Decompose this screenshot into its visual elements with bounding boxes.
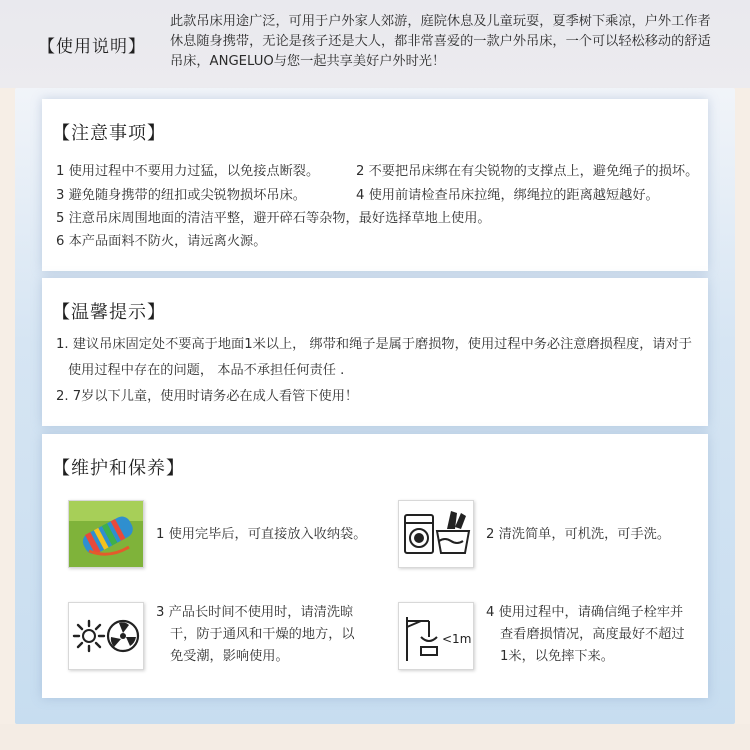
- notice-section: [42, 99, 708, 271]
- intro-title: 【使用说明】: [38, 37, 146, 57]
- sun-dry-icon: [68, 602, 144, 670]
- care-section: [42, 434, 708, 698]
- intro-text: [170, 12, 730, 72]
- care-item-3: [156, 602, 355, 668]
- tips-line: 1. 建议吊床固定处不要高于地面1米以上， 绑带和绳子是属于磨损物，使用过程中务必注意磨损程度，请对于: [56, 337, 692, 352]
- notice-item: 3 避免随身携带的纽扣或尖锐物损坏吊床。: [56, 188, 306, 203]
- storage-bag-icon: [68, 500, 144, 568]
- care-item-3-line: 免受潮，影响使用。: [170, 649, 289, 664]
- notice-item: 6 本产品面料不防火，请远离火源。: [56, 234, 267, 249]
- tips-line: 2. 7岁以下儿童，使用时请务必在成人看管下使用！: [56, 389, 359, 404]
- care-item-4-line: 查看磨损情况，高度最好不超过: [500, 627, 685, 642]
- intro-line: 休息随身携带，无论是孩子还是大人，都非常喜爱的一款户外吊床，一个可以轻松移动的舒适: [170, 34, 711, 49]
- tips-line: 使用过程中存在的问题， 本品不承担任何责任 .: [68, 363, 345, 378]
- tips-section: [42, 278, 708, 426]
- notice-item: 2 不要把吊床绑在有尖锐物的支撑点上，避免绳子的损坏。: [356, 164, 699, 179]
- care-item-3-line: 3 产品长时间不使用时，请清洗晾: [156, 605, 354, 620]
- intro-line: 吊床，ANGELUO与您一起共享美好户外时光！: [170, 54, 446, 69]
- height-limit-icon: [398, 602, 474, 670]
- intro-band: [0, 0, 750, 88]
- care-item-4: [486, 602, 685, 668]
- tips-title: 【温馨提示】: [52, 302, 166, 323]
- notice-item: 1 使用过程中不要用力过猛，以免接点断裂。: [56, 164, 320, 179]
- care-title: 【维护和保养】: [52, 458, 185, 479]
- care-item-2: 2 清洗简单，可机洗，可手洗。: [486, 527, 671, 542]
- height-limit-label: <1m: [442, 632, 472, 646]
- intro-line: 此款吊床用途广泛，可用于户外家人郊游，庭院休息及儿童玩耍，夏季树下乘凉，户外工作者: [170, 14, 711, 29]
- care-item-3-line: 干，防于通风和干燥的地方，以: [170, 627, 355, 642]
- bottom-band: [0, 724, 750, 750]
- washing-icon: [398, 500, 474, 568]
- notice-item: 4 使用前请检查吊床拉绳，绑绳拉的距离越短越好。: [356, 188, 659, 203]
- care-item-4-line: 1米，以免摔下来。: [500, 649, 614, 664]
- care-item-1: 1 使用完毕后，可直接放入收纳袋。: [156, 527, 367, 542]
- notice-title: 【注意事项】: [52, 123, 166, 144]
- notice-item: 5 注意吊床周围地面的清洁平整，避开碎石等杂物，最好选择草地上使用。: [56, 211, 491, 226]
- care-item-4-line: 4 使用过程中，请确信绳子栓牢并: [486, 605, 684, 620]
